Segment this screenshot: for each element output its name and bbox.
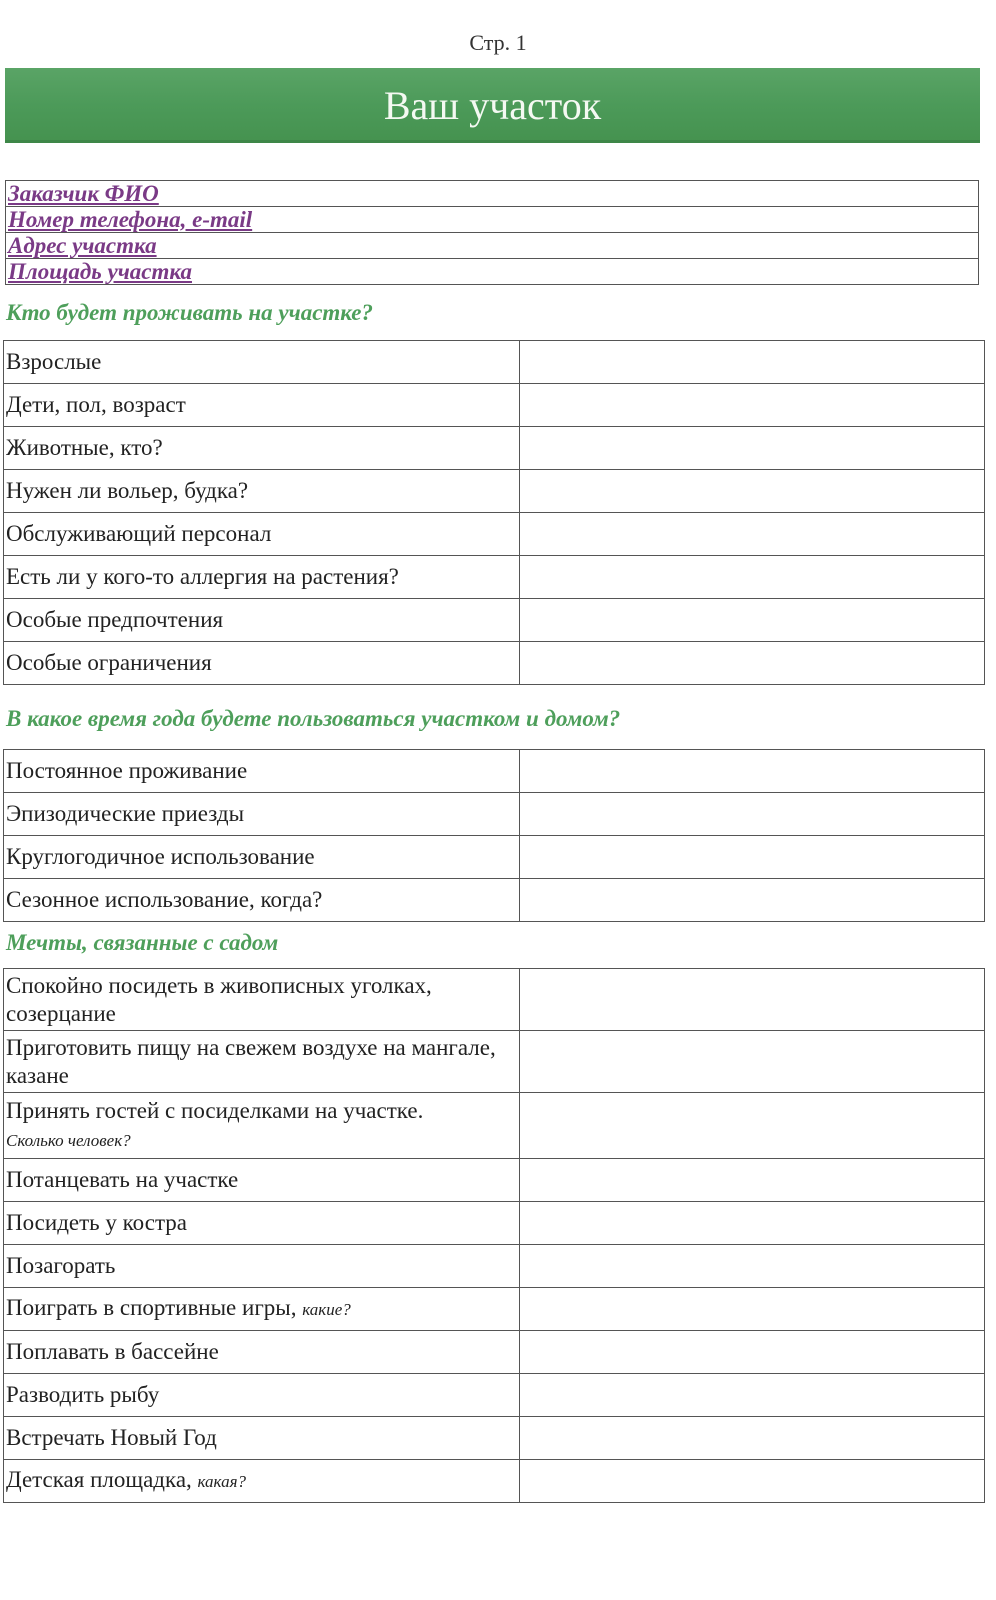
table-row	[4, 1159, 985, 1202]
answer-cell[interactable]	[520, 1159, 985, 1202]
table-row	[4, 1202, 985, 1245]
table-row	[4, 341, 985, 384]
row-label: Поплавать в бассейне	[4, 1331, 520, 1374]
seasons-table	[3, 749, 985, 922]
row-label: Потанцевать на участке	[4, 1159, 520, 1202]
section-title-seasons: В какое время года будете пользоваться участком и домом?	[6, 706, 621, 731]
section-title-dreams: Мечты, связанные с садом	[6, 930, 279, 955]
row-label: Приготовить пищу на свежем воздухе на мангале, казане	[4, 1031, 520, 1093]
client-name-field[interactable]: Заказчик ФИО	[6, 181, 979, 207]
row-label: Спокойно посидеть в живописных уголках, созерцание	[4, 969, 520, 1031]
answer-cell[interactable]	[520, 556, 985, 599]
row-label: Посидеть у костра	[4, 1202, 520, 1245]
table-row	[4, 750, 985, 793]
page-number: Стр. 1	[469, 30, 527, 55]
table-row	[4, 470, 985, 513]
answer-cell[interactable]	[520, 384, 985, 427]
client-row	[6, 181, 979, 207]
row-label-text: Принять гостей с посиделками на участке.	[6, 1097, 424, 1123]
table-row	[4, 879, 985, 922]
table-row	[4, 1417, 985, 1460]
row-label: Круглогодичное использование	[4, 836, 520, 879]
table-row	[4, 969, 985, 1031]
row-label: Сезонное использование, когда?	[4, 879, 520, 922]
table-row	[4, 836, 985, 879]
table-row	[4, 1374, 985, 1417]
table-row	[4, 599, 985, 642]
row-label: Обслуживающий персонал	[4, 513, 520, 556]
answer-cell[interactable]	[520, 470, 985, 513]
table-row	[4, 642, 985, 685]
row-label: Взрослые	[4, 341, 520, 384]
phone-email-field[interactable]: Номер телефона, e-mail	[6, 207, 979, 233]
answer-cell[interactable]	[520, 969, 985, 1031]
answer-cell[interactable]	[520, 793, 985, 836]
answer-cell[interactable]	[520, 642, 985, 685]
answer-cell[interactable]	[520, 1202, 985, 1245]
answer-cell[interactable]	[520, 599, 985, 642]
table-row	[4, 513, 985, 556]
table-row	[4, 1460, 985, 1503]
answer-cell[interactable]	[520, 1031, 985, 1093]
table-row	[4, 427, 985, 470]
residents-table	[3, 340, 985, 685]
row-inline-note: какая?	[197, 1472, 246, 1491]
answer-cell[interactable]	[520, 1460, 985, 1503]
row-label: Особые предпочтения	[4, 599, 520, 642]
row-label: Особые ограничения	[4, 642, 520, 685]
answer-cell[interactable]	[520, 1093, 985, 1159]
table-row	[4, 1093, 985, 1159]
row-label: Позагорать	[4, 1245, 520, 1288]
table-row	[4, 1031, 985, 1093]
page-title: Ваш участок	[383, 83, 602, 128]
row-label: Есть ли у кого-то аллергия на растения?	[4, 556, 520, 599]
title-banner	[5, 68, 980, 143]
row-label	[4, 1093, 520, 1159]
answer-cell[interactable]	[520, 513, 985, 556]
row-label-text: Поиграть в спортивные игры,	[6, 1295, 297, 1320]
area-field[interactable]: Площадь участка	[6, 259, 979, 285]
answer-cell[interactable]	[520, 836, 985, 879]
answer-cell[interactable]	[520, 341, 985, 384]
row-label: Дети, пол, возраст	[4, 384, 520, 427]
answer-cell[interactable]	[520, 1245, 985, 1288]
answer-cell[interactable]	[520, 1331, 985, 1374]
client-row	[6, 259, 979, 285]
answer-cell[interactable]	[520, 1374, 985, 1417]
row-label	[4, 1288, 520, 1331]
client-row	[6, 207, 979, 233]
table-row	[4, 1288, 985, 1331]
row-label: Животные, кто?	[4, 427, 520, 470]
row-label-text: Детская площадка,	[6, 1467, 192, 1492]
table-row	[4, 1331, 985, 1374]
row-label: Нужен ли вольер, будка?	[4, 470, 520, 513]
table-row	[4, 556, 985, 599]
table-row	[4, 384, 985, 427]
client-row	[6, 233, 979, 259]
row-label: Встречать Новый Год	[4, 1417, 520, 1460]
row-label: Постоянное проживание	[4, 750, 520, 793]
table-row	[4, 793, 985, 836]
row-note: Сколько человек?	[6, 1130, 131, 1150]
row-label: Эпизодические приезды	[4, 793, 520, 836]
answer-cell[interactable]	[520, 750, 985, 793]
client-info-table	[5, 180, 979, 285]
answer-cell[interactable]	[520, 427, 985, 470]
table-row	[4, 1245, 985, 1288]
answer-cell[interactable]	[520, 1417, 985, 1460]
section-title-residents: Кто будет проживать на участке?	[6, 300, 373, 325]
answer-cell[interactable]	[520, 1288, 985, 1331]
row-inline-note: какие?	[302, 1300, 351, 1319]
row-label	[4, 1460, 520, 1503]
answer-cell[interactable]	[520, 879, 985, 922]
dreams-table	[3, 968, 985, 1503]
row-label: Разводить рыбу	[4, 1374, 520, 1417]
address-field[interactable]: Адрес участка	[6, 233, 979, 259]
